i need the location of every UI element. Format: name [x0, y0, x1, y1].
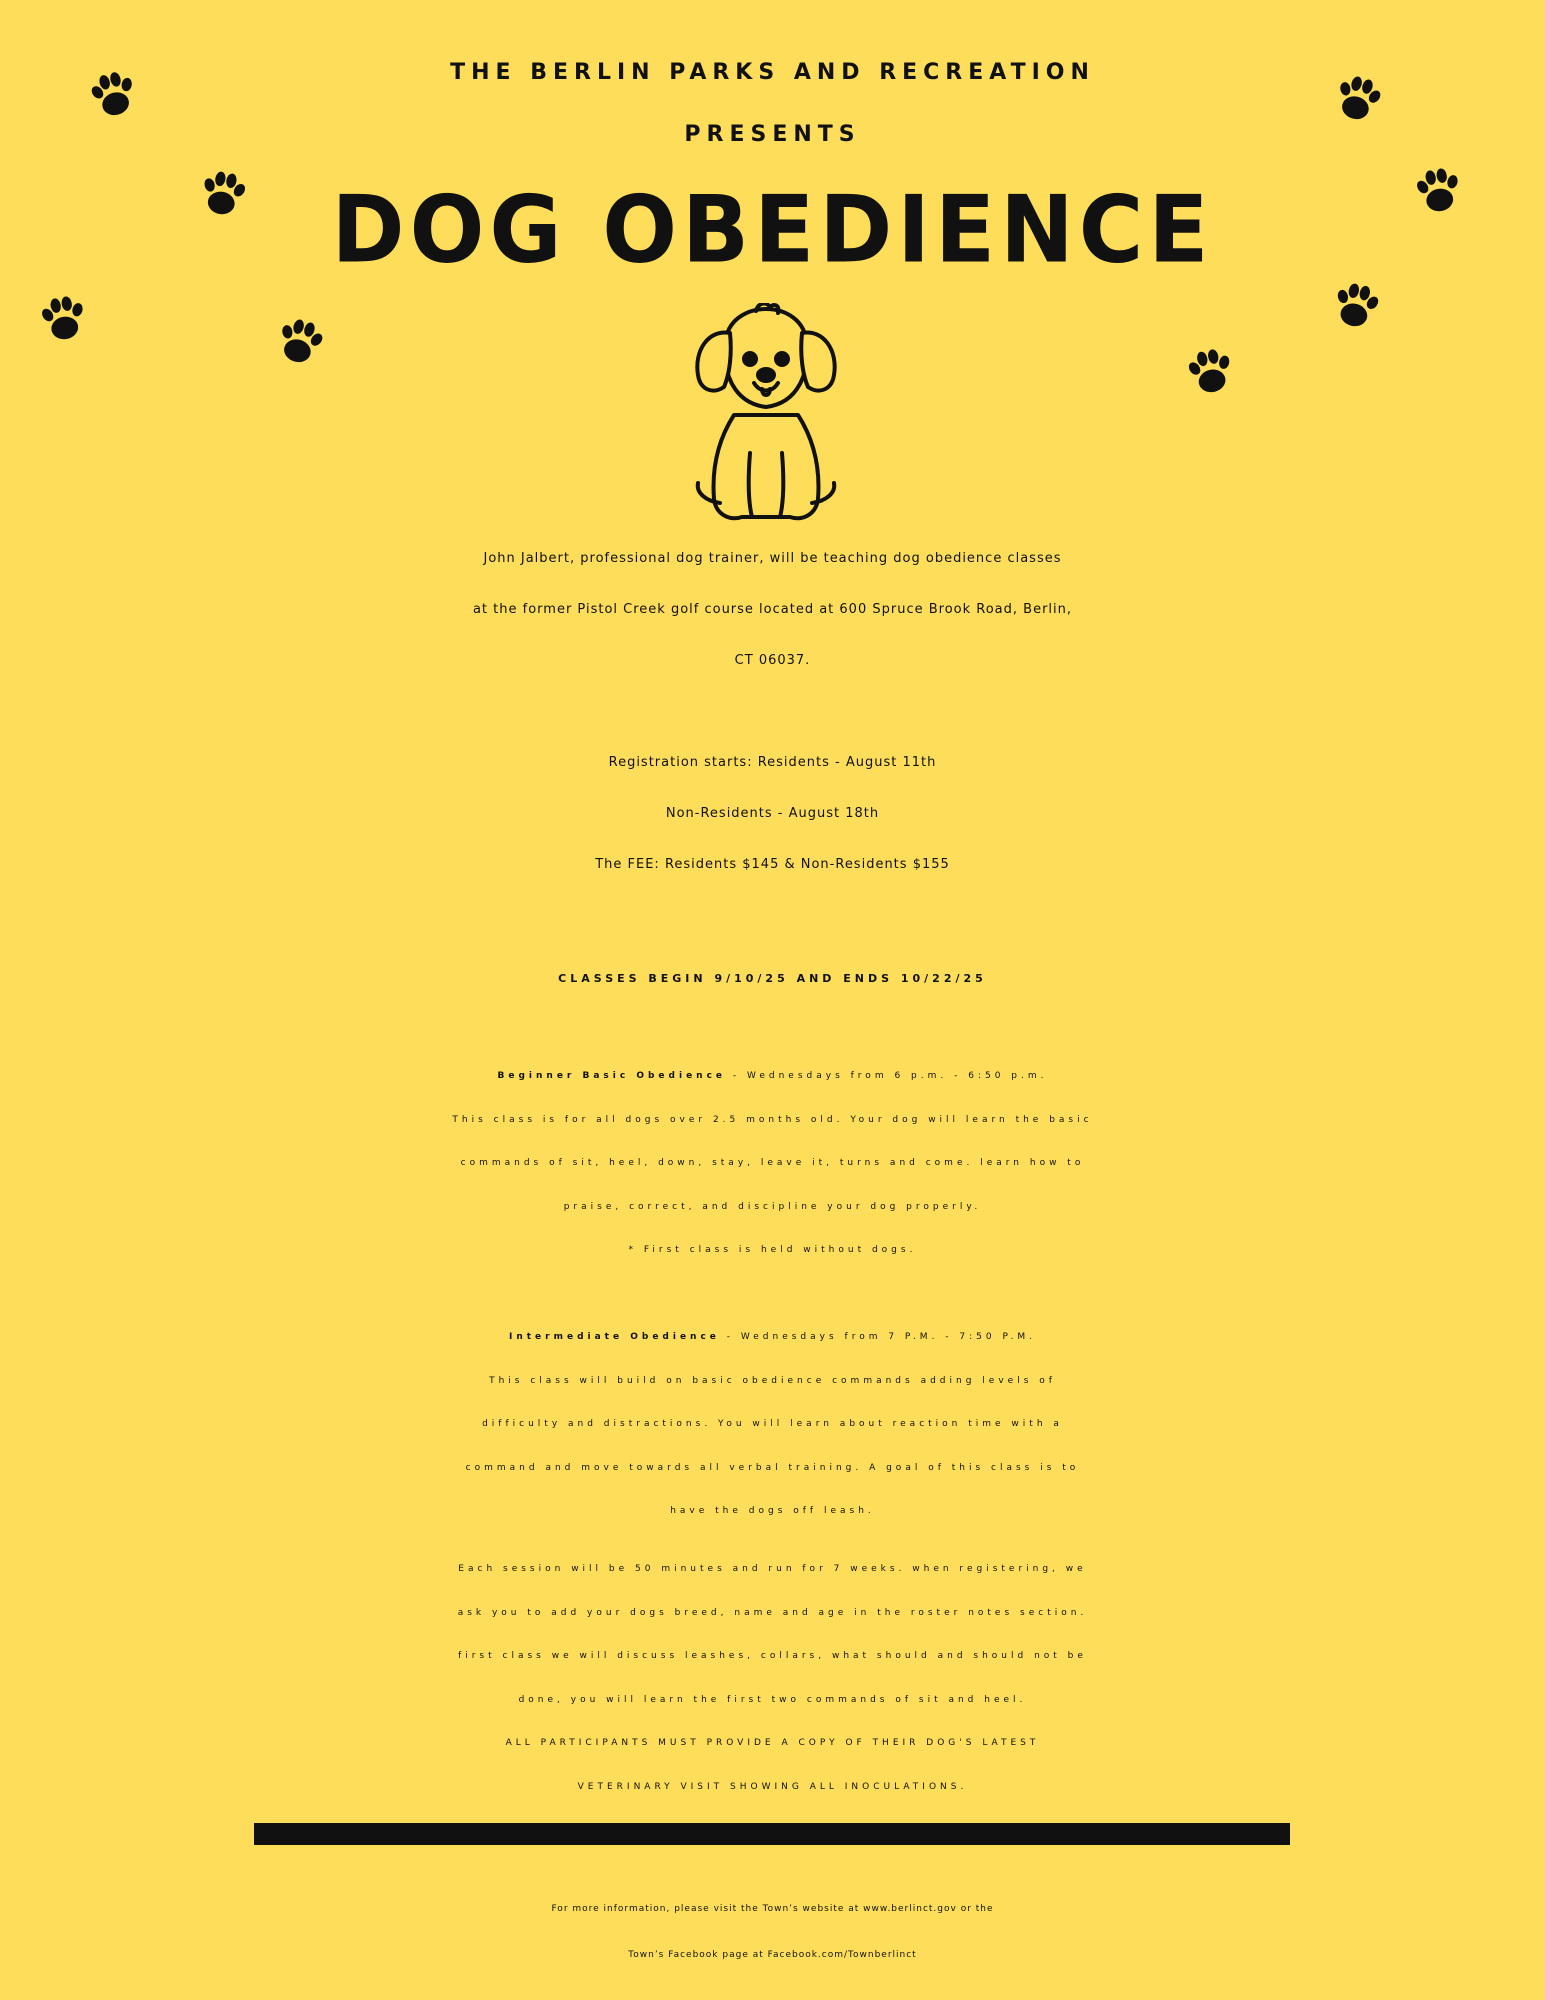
- intermediate-description-line: command and move towards all verbal training. A goal of this class is to: [465, 1462, 1080, 1473]
- classes-dates-headline: CLASSES BEGIN 9/10/25 AND ENDS 10/22/25: [558, 972, 987, 985]
- puppy-illustration: [686, 303, 846, 525]
- beginner-description-line: commands of sit, heel, down, stay, leave it, turns and come. learn how to: [460, 1158, 1085, 1168]
- registration-nonresidents: Non-Residents - August 18th: [665, 806, 880, 821]
- intro-line: at the former Pistol Creek golf course located at 600 Spruce Brook Road, Berlin,: [472, 602, 1073, 617]
- page-title: DOG OBEDIENCE: [331, 175, 1214, 284]
- inoculation-requirement-line: ALL PARTICIPANTS MUST PROVIDE A COPY OF THEIR DOG'S LATEST: [505, 1738, 1040, 1748]
- inoculation-requirement-line: VETERINARY VISIT SHOWING ALL INOCULATIONS.: [577, 1781, 968, 1792]
- presents-line: PRESENTS: [684, 122, 861, 147]
- session-line: Each session will be 50 minutes and run for 7 weeks. when registering, we: [458, 1564, 1087, 1574]
- beginner-class-heading: [0, 1055, 1545, 1099]
- paw-print-icon: [1177, 338, 1243, 404]
- session-info: [0, 1548, 1545, 1809]
- intermediate-class-heading: [0, 1316, 1545, 1360]
- footer-info: [0, 1886, 1545, 1978]
- intermediate-class-section: [0, 1316, 1545, 1534]
- footer-facebook-line: Town’s Facebook page at Facebook.com/Townberlinct: [628, 1950, 917, 1960]
- intermediate-class-name: Intermediate Obedience: [509, 1332, 720, 1342]
- intro-paragraph: [0, 533, 1545, 686]
- session-line: done, you will learn the first two commands of sit and heel.: [518, 1694, 1027, 1705]
- divider: [254, 1823, 1290, 1845]
- intro-line: CT 06037.: [734, 653, 811, 668]
- fee-line: The FEE: Residents $145 & Non-Residents $155: [595, 857, 950, 872]
- registration-info: [0, 737, 1545, 890]
- intermediate-class-time: - Wednesdays from 7 P.M. - 7:50 P.M.: [719, 1332, 1036, 1342]
- intermediate-description-line: have the dogs off leash.: [670, 1506, 875, 1516]
- intermediate-description-line: difficulty and distractions. You will learn about reaction time with a: [482, 1419, 1063, 1429]
- presenter-line: THE BERLIN PARKS AND RECREATION: [450, 60, 1095, 85]
- intro-line: John Jalbert, professional dog trainer, will be teaching dog obedience classes: [483, 551, 1062, 566]
- session-line: ask you to add your dogs breed, name and age in the roster notes section.: [457, 1607, 1088, 1618]
- paw-print-icon: [266, 307, 335, 376]
- session-line: first class we will discuss leashes, collars, what should and should not be: [458, 1651, 1087, 1661]
- footer-website-line: For more information, please visit the Town’s website at www.berlinct.gov or the: [551, 1904, 994, 1914]
- registration-residents: Registration starts: Residents - August 11th: [608, 755, 937, 770]
- beginner-note: * First class is held without dogs.: [628, 1245, 917, 1255]
- beginner-description-line: praise, correct, and discipline your dog properly.: [563, 1201, 982, 1212]
- paw-print-icon: [31, 286, 96, 351]
- beginner-class-section: [0, 1055, 1545, 1273]
- beginner-description-line: This class is for all dogs over 2.5 months old. Your dog will learn the basic: [452, 1114, 1093, 1125]
- intermediate-description-line: This class will build on basic obedience commands adding levels of: [489, 1375, 1056, 1386]
- beginner-class-name: Beginner Basic Obedience: [497, 1071, 727, 1081]
- beginner-class-time: - Wednesdays from 6 p.m. - 6:50 p.m.: [726, 1071, 1048, 1081]
